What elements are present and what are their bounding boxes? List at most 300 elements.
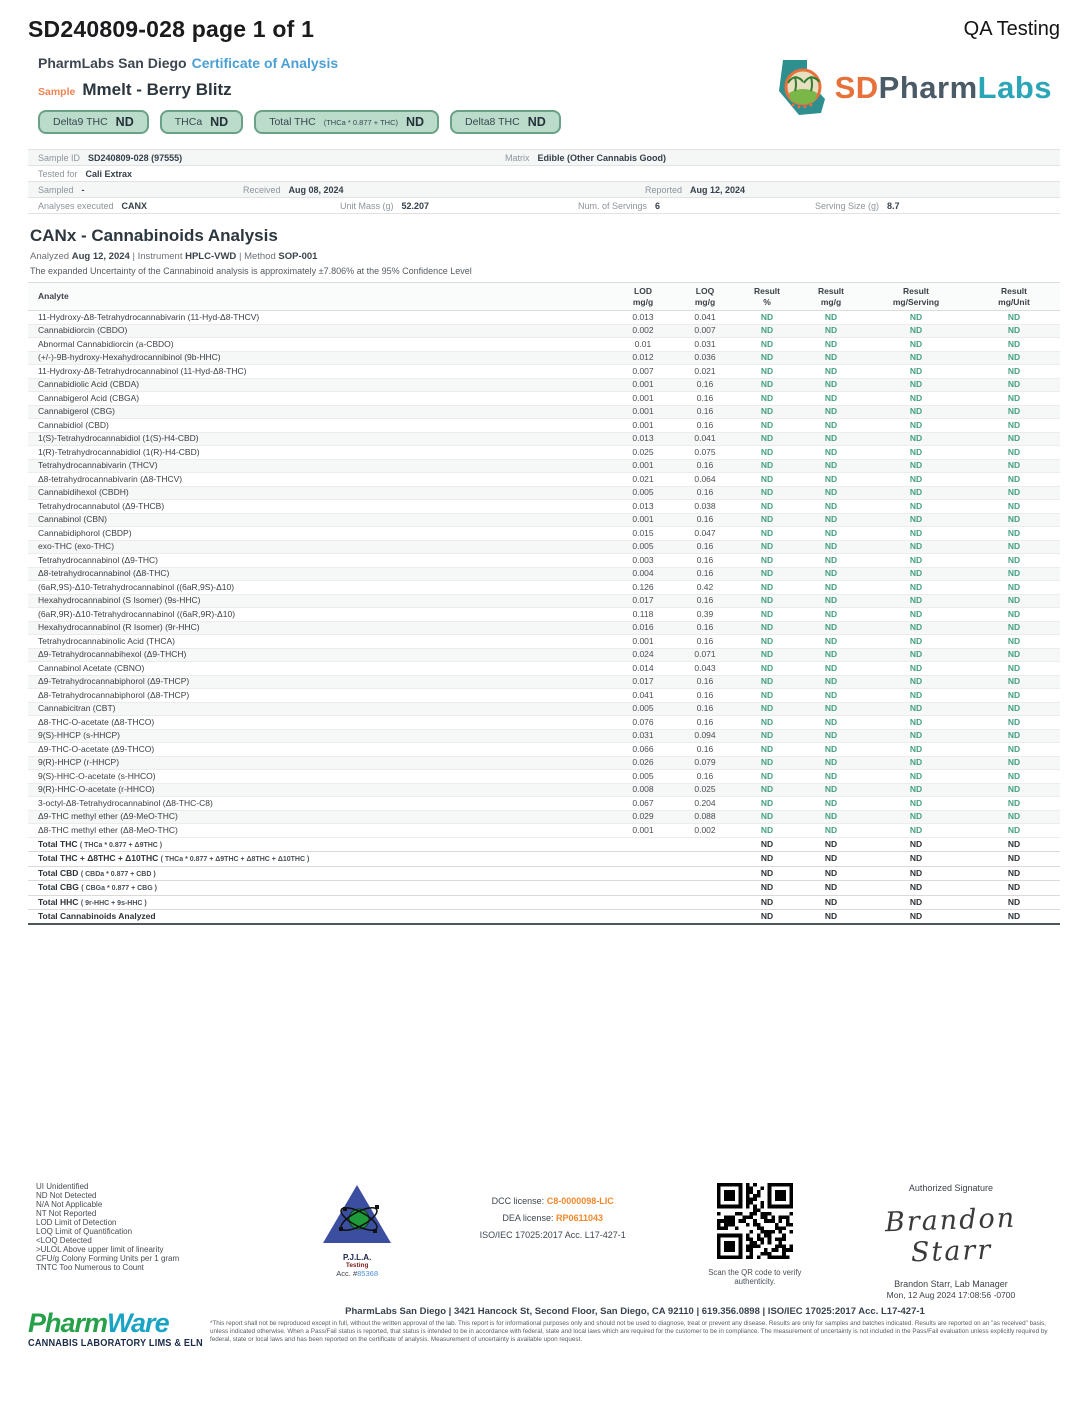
sample-label: Sample [38, 86, 76, 98]
lod-value: 0.014 [612, 662, 674, 676]
result-value: ND [798, 770, 864, 784]
result-value: ND [736, 824, 798, 838]
analyte-row [28, 689, 1060, 703]
legend-abbr: UI [36, 1182, 47, 1192]
analyte-name: Cannabidiol (CBD) [28, 419, 612, 433]
total-row [28, 881, 1060, 896]
analyte-name: 9(S)-HHCP (s-HHCP) [28, 729, 612, 743]
total-name: Total THC [38, 838, 80, 849]
qr-code [717, 1183, 793, 1259]
info-pair [243, 185, 645, 195]
result-value: ND [864, 729, 968, 743]
legend-text: Above upper limit of linearity [63, 1245, 164, 1255]
total-result: ND [736, 881, 798, 896]
result-value: ND [736, 648, 798, 662]
abbreviation-legend [36, 1183, 289, 1273]
lab-name: PharmLabs San Diego [38, 55, 187, 71]
result-value: ND [864, 716, 968, 730]
total-result: ND [798, 866, 864, 881]
badge-label: Total THC [269, 116, 316, 128]
analyte-name: Cannabidiphorol (CBDP) [28, 527, 612, 541]
result-value: ND [736, 743, 798, 757]
loq-value: 0.204 [674, 797, 736, 811]
result-value: ND [864, 446, 968, 460]
result-value: ND [798, 581, 864, 595]
total-name: Total HHC [38, 896, 81, 907]
result-value: ND [864, 797, 968, 811]
analyte-row [28, 311, 1060, 325]
header-left [38, 55, 561, 134]
result-value: ND [736, 405, 798, 419]
result-value: ND [798, 648, 864, 662]
lod-value: 0.004 [612, 567, 674, 581]
result-value: ND [864, 540, 968, 554]
header-line2: mg/g [694, 296, 716, 307]
info-label: Matrix [505, 152, 530, 163]
info-value: CANX [121, 200, 148, 211]
info-pair [38, 153, 505, 163]
method-value: SOP-001 [278, 251, 318, 262]
result-value: ND [968, 324, 1060, 338]
california-logo-icon [769, 57, 835, 119]
info-label: Sampled [38, 184, 74, 195]
result-value: ND [736, 702, 798, 716]
result-value: ND [968, 783, 1060, 797]
analyte-row [28, 432, 1060, 446]
lod-value: 0.005 [612, 540, 674, 554]
analyte-row [28, 554, 1060, 568]
total-name: Total CBG [38, 882, 82, 893]
result-value: ND [968, 419, 1060, 433]
lod-value: 0.008 [612, 783, 674, 797]
result-value: ND [736, 729, 798, 743]
result-value: ND [864, 554, 968, 568]
total-row [28, 895, 1060, 910]
authorized-signature-label: Authorized Signature [908, 1183, 993, 1194]
analyte-row [28, 446, 1060, 460]
result-value: ND [736, 675, 798, 689]
result-value: ND [968, 594, 1060, 608]
analyte-name: Tetrahydrocannabinol (Δ9-THC) [28, 554, 612, 568]
analyte-row [28, 594, 1060, 608]
result-value: ND [736, 473, 798, 487]
loq-value: 0.031 [674, 338, 736, 352]
analysis-meta-line [30, 251, 1060, 262]
lod-value: 0.007 [612, 365, 674, 379]
result-value: ND [798, 662, 864, 676]
pjla-name: P.J.L.A. [342, 1253, 372, 1263]
result-value: ND [736, 554, 798, 568]
lod-value: 0.029 [612, 810, 674, 824]
result-value: ND [968, 824, 1060, 838]
column-header [612, 283, 674, 311]
result-value: ND [864, 513, 968, 527]
legend-abbr: <LOQ [36, 1236, 60, 1246]
info-pair [38, 185, 243, 195]
result-value: ND [968, 810, 1060, 824]
analyte-name: exo-THC (exo-THC) [28, 540, 612, 554]
result-value: ND [736, 783, 798, 797]
total-formula: ( THCa * 0.877 + Δ9THC ) [79, 841, 163, 849]
info-pair [578, 201, 815, 211]
total-result: ND [968, 837, 1060, 852]
analyte-name: Δ9-THC methyl ether (Δ9-MeO-THC) [28, 810, 612, 824]
analyte-row [28, 702, 1060, 716]
legend-text: Detected [59, 1236, 92, 1246]
analyte-name: Tetrahydrocannabivarin (THCV) [28, 459, 612, 473]
analyte-name: 9(S)-HHC-O-acetate (s-HHCO) [28, 770, 612, 784]
lod-value: 0.001 [612, 513, 674, 527]
result-value: ND [864, 783, 968, 797]
legend-abbr: CFU/g [36, 1254, 62, 1263]
result-value: ND [864, 459, 968, 473]
info-value: Aug 12, 2024 [690, 184, 746, 195]
result-value: ND [864, 581, 968, 595]
result-value: ND [864, 365, 968, 379]
pjla-logo-icon [321, 1183, 393, 1247]
analyte-name: Δ8-THC methyl ether (Δ8-MeO-THC) [28, 824, 612, 838]
result-value: ND [736, 635, 798, 649]
analyte-row [28, 392, 1060, 406]
divider: | [238, 251, 242, 262]
loq-value: 0.007 [674, 324, 736, 338]
result-value: ND [736, 459, 798, 473]
info-row [28, 166, 1060, 182]
top-header [28, 16, 1060, 43]
result-value: ND [736, 756, 798, 770]
dea-label: DEA license: [502, 1213, 554, 1224]
analyte-row [28, 662, 1060, 676]
badge-label: Delta8 THC [465, 116, 520, 128]
info-row [28, 150, 1060, 166]
method-label: Method [244, 251, 276, 262]
result-value: ND [798, 473, 864, 487]
lod-value: 0.076 [612, 716, 674, 730]
result-value: ND [736, 513, 798, 527]
result-value: ND [798, 635, 864, 649]
result-value: ND [798, 392, 864, 406]
result-value: ND [864, 378, 968, 392]
loq-value: 0.16 [674, 743, 736, 757]
qr-caption: Scan the QR code to verify authenticity. [708, 1268, 802, 1287]
result-value: ND [864, 648, 968, 662]
result-value: ND [736, 594, 798, 608]
result-value: ND [736, 432, 798, 446]
sample-name: Mmelt - Berry Blitz [82, 80, 232, 99]
info-pair [340, 201, 578, 211]
result-value: ND [736, 797, 798, 811]
total-result: ND [968, 852, 1060, 867]
lod-value: 0.066 [612, 743, 674, 757]
result-value: ND [798, 378, 864, 392]
dcc-license-line [444, 1193, 662, 1210]
result-value: ND [798, 743, 864, 757]
result-value: ND [736, 527, 798, 541]
loq-value: 0.002 [674, 824, 736, 838]
result-value: ND [864, 419, 968, 433]
result-value: ND [798, 594, 864, 608]
result-value: ND [968, 702, 1060, 716]
logo-sd: SD [834, 70, 879, 105]
lod-value: 0.017 [612, 594, 674, 608]
result-value: ND [864, 351, 968, 365]
total-result: ND [736, 837, 798, 852]
info-value: SD240809-028 (97555) [88, 152, 183, 163]
page-title: SD240809-028 page 1 of 1 [28, 16, 315, 42]
lab-title-line [38, 55, 561, 71]
lod-value: 0.001 [612, 392, 674, 406]
header-line2: mg/Serving [892, 296, 940, 307]
result-value: ND [798, 689, 864, 703]
legend-text: Unidentified [46, 1182, 89, 1192]
total-result: ND [864, 837, 968, 852]
result-value: ND [798, 621, 864, 635]
result-value: ND [736, 324, 798, 338]
dcc-value: C8-0000098-LIC [546, 1196, 614, 1207]
result-value: ND [798, 405, 864, 419]
analyte-row [28, 810, 1060, 824]
loq-value: 0.094 [674, 729, 736, 743]
analyte-name: 3-octyl-Δ8-Tetrahydrocannabinol (Δ8-THC-C8) [28, 797, 612, 811]
analyte-name: (6aR,9R)-Δ10-Tetrahydrocannabinol ((6aR,9R)-Δ10) [28, 608, 612, 622]
loq-value: 0.16 [674, 554, 736, 568]
lod-value: 0.001 [612, 378, 674, 392]
header-line1: Result [1001, 286, 1027, 296]
result-value: ND [968, 567, 1060, 581]
loq-value: 0.088 [674, 810, 736, 824]
result-value: ND [968, 540, 1060, 554]
result-value: ND [736, 392, 798, 406]
legend-text: Not Applicable [51, 1200, 103, 1210]
loq-value: 0.16 [674, 567, 736, 581]
analyte-row [28, 635, 1060, 649]
legend-text: Not Detected [49, 1191, 97, 1201]
loq-value: 0.39 [674, 608, 736, 622]
header-line1: Analyte [38, 291, 69, 302]
info-value: Edible (Other Cannabis Good) [537, 152, 667, 163]
total-label [28, 837, 736, 852]
result-value: ND [798, 729, 864, 743]
table-header-row [28, 283, 1060, 311]
disclaimer-text: *This report shall not be reproduced except in full, without the written approval of the lab. This report is for informational purposes only and should not be used to diagnose, treat or prevent any disease. Results are only for samples and batches indicated. Results are reported on an "as received" basis, unless indicated otherwise. When a Pass/Fail status is reported, that status is intended to be in accordance with federal, state and local laws which are required for the customer to be in compliance. The measurement of uncertainty is not included in the Pass/Fail evaluation unless explicitly required by federal, state or local laws and has been reported on the certificate of analysis. Measurement of uncertainty is available upon request. [210, 1320, 1048, 1343]
analyte-row [28, 419, 1060, 433]
signature-script: Brandon Starr [884, 1202, 1017, 1269]
result-value: ND [864, 702, 968, 716]
result-value: ND [864, 675, 968, 689]
loq-value: 0.16 [674, 635, 736, 649]
legend-abbr: ND [36, 1191, 50, 1201]
result-value: ND [864, 743, 968, 757]
loq-value: 0.071 [674, 648, 736, 662]
analyte-name: 11-Hydroxy-Δ8-Tetrahydrocannabivarin (11-Hyd-Δ8-THCV) [28, 311, 612, 325]
result-value: ND [736, 689, 798, 703]
result-value: ND [736, 770, 798, 784]
loq-value: 0.16 [674, 419, 736, 433]
info-value: - [81, 184, 85, 195]
analyte-name: Δ8-Tetrahydrocannabiphorol (Δ8-THCP) [28, 689, 612, 703]
analyte-row [28, 581, 1060, 595]
analyte-row [28, 405, 1060, 419]
legend-text: Not Reported [48, 1209, 97, 1219]
result-value: ND [798, 567, 864, 581]
badge-label: Delta9 THC [53, 116, 108, 128]
footer-row [28, 1183, 1060, 1300]
loq-value: 0.038 [674, 500, 736, 514]
thc-badge [254, 110, 439, 134]
result-value: ND [968, 351, 1060, 365]
total-row [28, 910, 1060, 925]
result-value: ND [968, 689, 1060, 703]
total-result: ND [798, 895, 864, 910]
result-value: ND [968, 378, 1060, 392]
pharmware-ware: Ware [107, 1308, 169, 1339]
loq-value: 0.036 [674, 351, 736, 365]
result-value: ND [736, 378, 798, 392]
result-value: ND [798, 500, 864, 514]
total-label [28, 910, 736, 925]
result-value: ND [864, 689, 968, 703]
result-value: ND [968, 716, 1060, 730]
acc-number: 85368 [357, 1269, 378, 1279]
result-value: ND [968, 635, 1060, 649]
loq-value: 0.16 [674, 770, 736, 784]
result-value: ND [968, 797, 1060, 811]
analyte-name: Cannabigerol Acid (CBGA) [28, 392, 612, 406]
lod-value: 0.005 [612, 770, 674, 784]
total-row [28, 837, 1060, 852]
lod-value: 0.015 [612, 527, 674, 541]
analyte-name: Δ8-tetrahydrocannabinol (Δ8-THC) [28, 567, 612, 581]
total-row [28, 866, 1060, 881]
total-result: ND [968, 895, 1060, 910]
total-result: ND [736, 910, 798, 925]
analyte-row [28, 459, 1060, 473]
info-label: Sample ID [38, 152, 81, 163]
lod-value: 0.026 [612, 756, 674, 770]
result-value: ND [798, 527, 864, 541]
info-value: Cali Extrax [85, 168, 133, 179]
total-result: ND [798, 910, 864, 925]
header-line1: Result [754, 286, 780, 296]
total-result: ND [736, 866, 798, 881]
result-value: ND [968, 446, 1060, 460]
analyte-name: 1(R)-Tetrahydrocannabidiol (1(R)-H4-CBD) [28, 446, 612, 460]
result-value: ND [736, 419, 798, 433]
lod-value: 0.031 [612, 729, 674, 743]
result-value: ND [736, 338, 798, 352]
result-value: ND [864, 567, 968, 581]
result-value: ND [864, 405, 968, 419]
analyte-name: Tetrahydrocannabutol (Δ9-THCB) [28, 500, 612, 514]
lod-value: 0.118 [612, 608, 674, 622]
total-result: ND [736, 852, 798, 867]
result-value: ND [736, 500, 798, 514]
result-value: ND [736, 486, 798, 500]
result-value: ND [864, 473, 968, 487]
instrument-label: Instrument [137, 251, 183, 262]
pharmware-pharm: Pharm [28, 1308, 108, 1339]
result-value: ND [968, 675, 1060, 689]
legend-abbr: >ULOL [36, 1245, 64, 1255]
badge-value: ND [405, 115, 425, 129]
total-formula: ( CBDa * 0.877 + CBD ) [80, 870, 156, 878]
info-pair [38, 201, 340, 211]
analyte-row [28, 527, 1060, 541]
result-value: ND [798, 311, 864, 325]
lod-value: 0.001 [612, 419, 674, 433]
result-value: ND [864, 635, 968, 649]
info-label: Analyses executed [38, 200, 114, 211]
loq-value: 0.16 [674, 621, 736, 635]
lod-value: 0.001 [612, 405, 674, 419]
total-result: ND [864, 866, 968, 881]
badge-label: THCa [174, 116, 203, 128]
info-label: Num. of Servings [578, 200, 648, 211]
lod-value: 0.126 [612, 581, 674, 595]
iso-accreditation-line: ISO/IEC 17025:2017 Acc. L17-427-1 [479, 1230, 626, 1241]
thc-badges-row [38, 110, 561, 134]
thc-badge [160, 110, 243, 134]
result-value: ND [968, 770, 1060, 784]
result-value: ND [798, 513, 864, 527]
analyte-row [28, 378, 1060, 392]
result-value: ND [736, 662, 798, 676]
total-result: ND [968, 866, 1060, 881]
info-pair [505, 153, 666, 163]
analyte-name: Δ8-THC-O-acetate (Δ8-THCO) [28, 716, 612, 730]
lod-value: 0.013 [612, 500, 674, 514]
info-label: Received [243, 184, 281, 195]
header-line2: % [763, 296, 771, 307]
header-line2: mg/g [820, 296, 842, 307]
analyte-row [28, 500, 1060, 514]
analyte-name: Cannabinol Acetate (CBNO) [28, 662, 612, 676]
pjla-accreditation [303, 1183, 412, 1278]
badge-value: ND [210, 115, 229, 129]
total-name: Total THC + Δ8THC + Δ10THC [38, 853, 161, 864]
signature-timestamp: Mon, 12 Aug 2024 17:08:56 -0700 [886, 1290, 1016, 1301]
result-value: ND [736, 351, 798, 365]
signature-block [842, 1183, 1060, 1300]
lab-address-line: PharmLabs San Diego | 3421 Hancock St, Second Floor, San Diego, CA 92110 | 619.356.0898 | ISO/IEC 17025:2017 Acc. L17-427-1 [345, 1306, 925, 1318]
result-value: ND [798, 756, 864, 770]
result-value: ND [968, 743, 1060, 757]
total-result: ND [864, 852, 968, 867]
info-pair [38, 169, 132, 179]
loq-value: 0.16 [674, 702, 736, 716]
analyte-row [28, 756, 1060, 770]
result-value: ND [736, 581, 798, 595]
bottom-center [210, 1306, 1060, 1344]
pjla-subtitle: Testing [345, 1262, 369, 1270]
lod-value: 0.001 [612, 635, 674, 649]
result-value: ND [968, 729, 1060, 743]
analyte-row [28, 324, 1060, 338]
result-value: ND [736, 567, 798, 581]
loq-value: 0.021 [674, 365, 736, 379]
result-value: ND [798, 540, 864, 554]
result-value: ND [864, 527, 968, 541]
loq-value: 0.041 [674, 432, 736, 446]
total-result: ND [798, 837, 864, 852]
info-label: Reported [645, 184, 683, 195]
header-line1: LOQ [695, 286, 715, 296]
result-value: ND [864, 486, 968, 500]
result-value: ND [798, 432, 864, 446]
analyte-row [28, 716, 1060, 730]
analyte-row [28, 648, 1060, 662]
loq-value: 0.041 [674, 311, 736, 325]
